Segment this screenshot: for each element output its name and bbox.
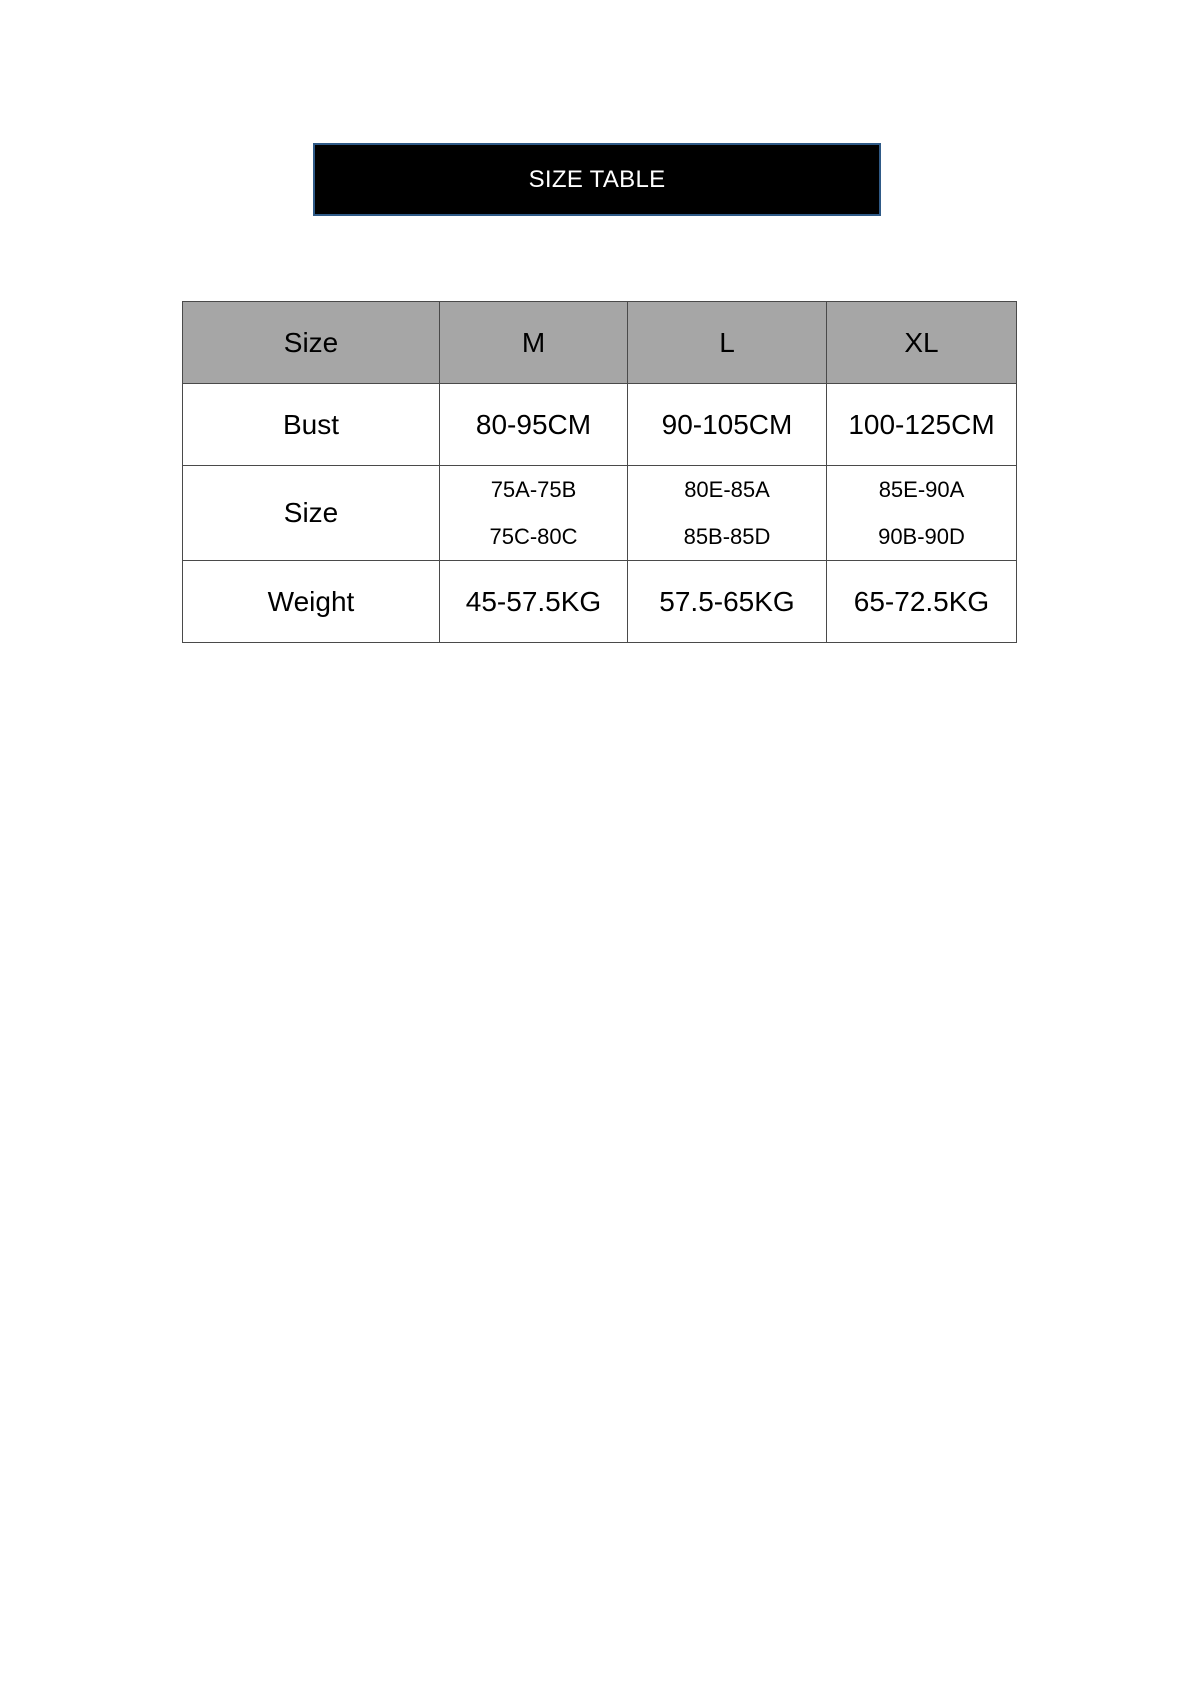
cup-value: 75C-80C	[489, 524, 578, 549]
header-cell-xl: XL	[827, 302, 1017, 384]
row-label-weight: Weight	[183, 561, 440, 643]
bust-value-m: 80-95CM	[440, 384, 628, 466]
cup-value: 85E-90A	[878, 477, 965, 502]
size-table	[182, 301, 1017, 643]
header-cell-m: M	[440, 302, 628, 384]
bust-value-xl: 100-125CM	[827, 384, 1017, 466]
cup-cell-xl	[827, 466, 1017, 561]
header-cell-l: L	[628, 302, 827, 384]
weight-value-xl: 65-72.5KG	[827, 561, 1017, 643]
weight-value-l: 57.5-65KG	[628, 561, 827, 643]
weight-value-m: 45-57.5KG	[440, 561, 628, 643]
title-banner	[313, 143, 881, 216]
cup-value: 80E-85A	[684, 477, 770, 502]
table-row-cup-size	[183, 466, 1017, 561]
cup-cell-m	[440, 466, 628, 561]
cup-value: 90B-90D	[878, 524, 965, 549]
table-header-row	[183, 302, 1017, 384]
table-row-bust	[183, 384, 1017, 466]
cup-value: 75A-75B	[490, 477, 577, 502]
row-label-cup-size: Size	[183, 466, 440, 561]
cup-cell-l	[628, 466, 827, 561]
page-title: SIZE TABLE	[528, 165, 666, 193]
cup-value: 85B-85D	[683, 524, 771, 549]
header-cell-size: Size	[183, 302, 440, 384]
bust-value-l: 90-105CM	[628, 384, 827, 466]
row-label-bust: Bust	[183, 384, 440, 466]
table-row-weight	[183, 561, 1017, 643]
